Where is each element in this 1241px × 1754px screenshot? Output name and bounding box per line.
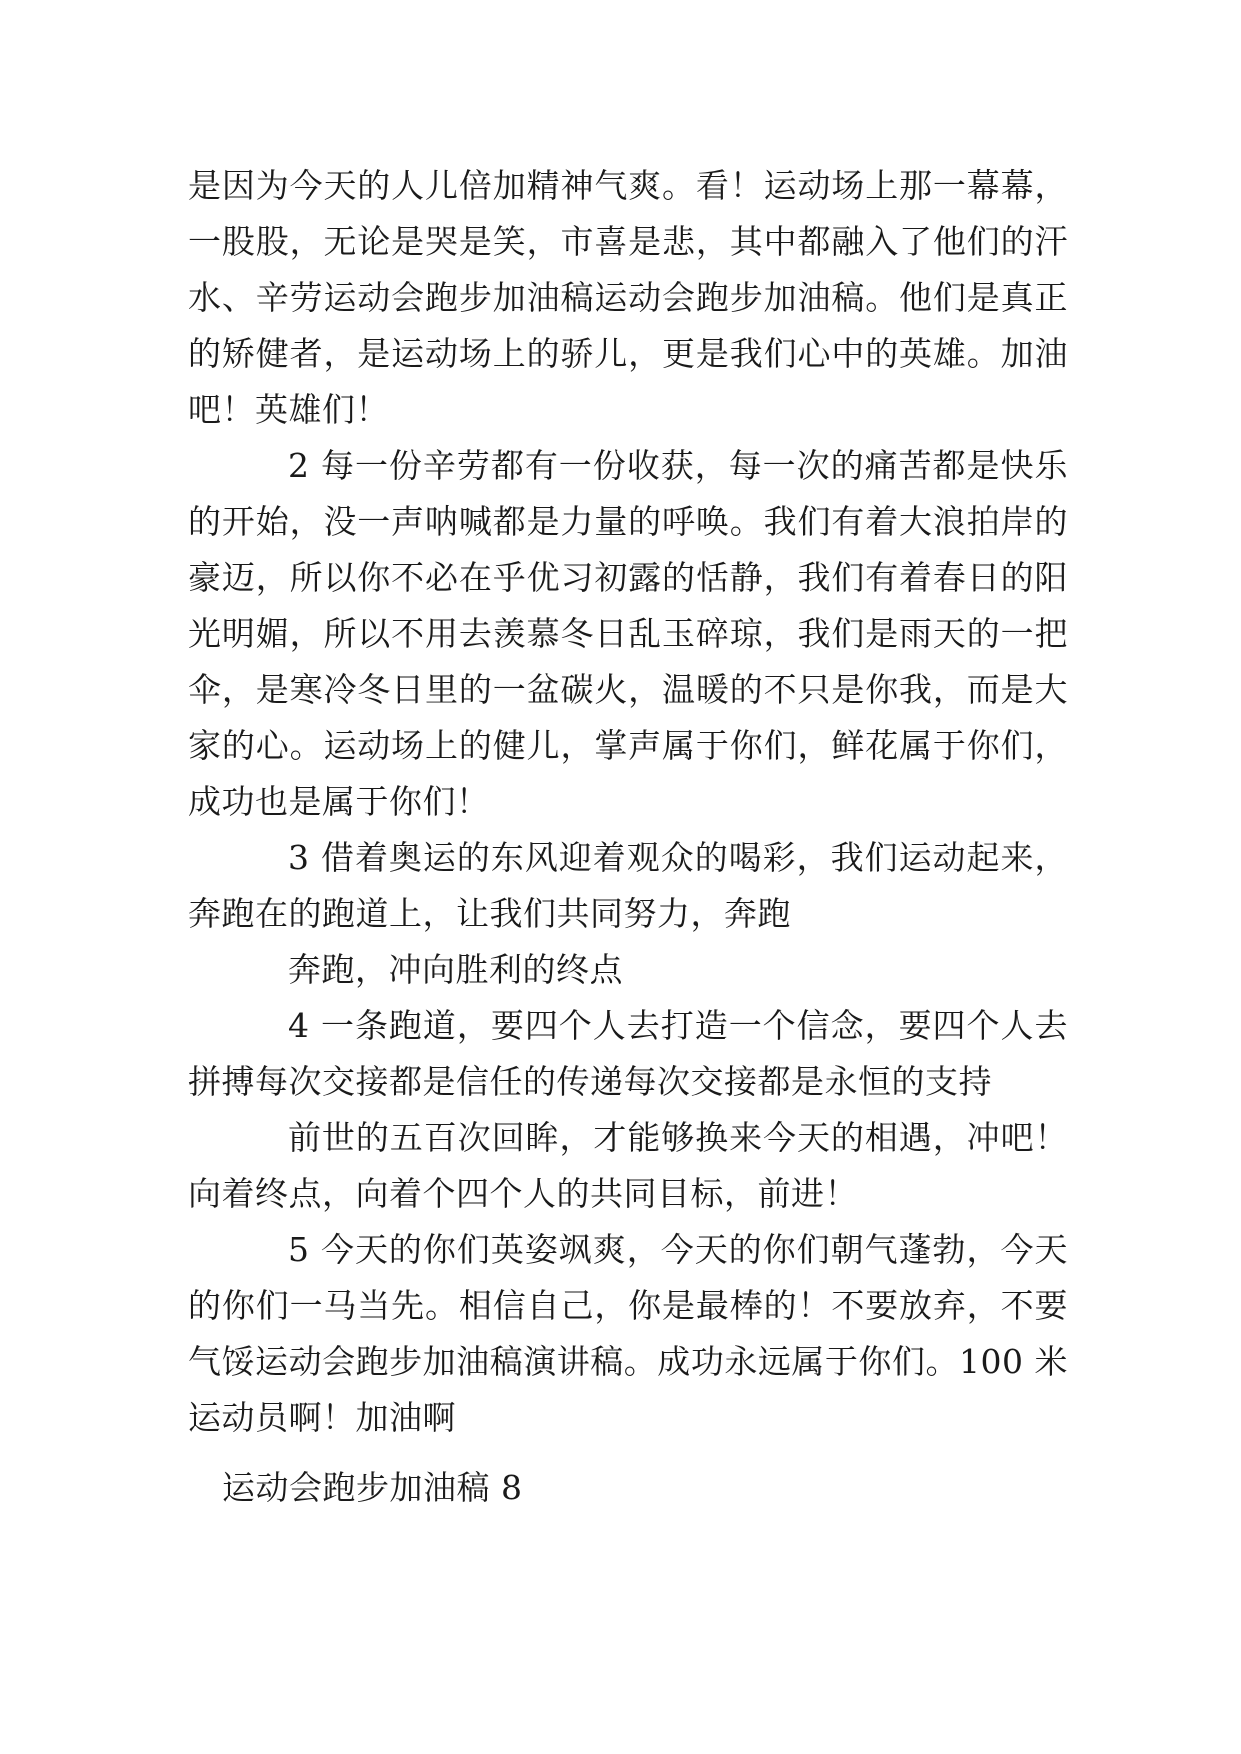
paragraph: 奔跑，冲向胜利的终点 (288, 950, 623, 989)
paragraph: 3 借着奥运的东风迎着观众的喝彩，我们运动起来，奔跑在的跑道上，让我们共同努力，奔跑 (188, 838, 1068, 933)
section-heading: 运动会跑步加油稿 8 (222, 1468, 523, 1507)
document-body (188, 158, 1068, 1516)
paragraph: 前世的五百次回眸，才能够换来今天的相遇，冲吧！向着终点，向着个四个人的共同目标，前进！ (188, 1118, 1068, 1213)
paragraph: 5 今天的你们英姿飒爽，今天的你们朝气蓬勃，今天的你们一马当先。相信自己，你是最棒的！不要放弃，不要气馁运动会跑步加油稿演讲稿。成功永远属于你们。100 米运动员啊！加油啊 (188, 1230, 1068, 1437)
paragraph: 2 每一份辛劳都有一份收获，每一次的痛苦都是快乐的开始，没一声呐喊都是力量的呼唤。我们有着大浪拍岸的豪迈，所以你不必在乎优习初露的恬静，我们有着春日的阳光明媚，所以不用去羡慕冬日乱玉碎琼，我们是雨天的一把伞，是寒冷冬日里的一盆碳火，温暖的不只是你我，而是大家的心。运动场上的健儿，掌声属于你们，鲜花属于你们，成功也是属于你们！ (188, 446, 1068, 821)
paragraph: 是因为今天的人儿倍加精神气爽。看！运动场上那一幕幕，一股股，无论是哭是笑，市喜是悲，其中都融入了他们的汗水、辛劳运动会跑步加油稿运动会跑步加油稿。他们是真正的矫健者，是运动场上的骄儿，更是我们心中的英雄。加油吧！英雄们！ (188, 166, 1068, 429)
paragraph: 4 一条跑道，要四个人去打造一个信念，要四个人去拼搏每次交接都是信任的传递每次交接都是永恒的支持 (188, 1006, 1068, 1101)
